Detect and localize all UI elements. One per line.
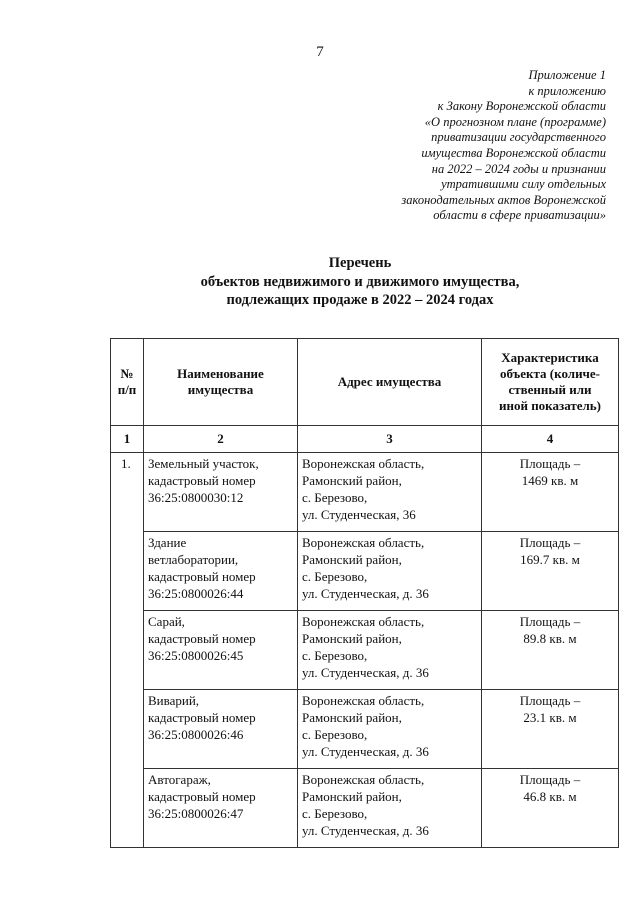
- property-address-line: ул. Студенческая, 36: [302, 507, 416, 522]
- property-address-line: с. Березово,: [302, 490, 368, 505]
- table-row: [111, 453, 619, 532]
- property-name-line: Автогараж,: [148, 772, 211, 787]
- property-name-line: Сарай,: [148, 614, 185, 629]
- property-table-wrapper: [110, 338, 618, 848]
- property-name-line: кадастровый номер: [148, 569, 256, 584]
- property-address-line: ул. Студенческая, д. 36: [302, 744, 429, 759]
- column-number-2: 2: [144, 426, 298, 453]
- property-address-line: Воронежская область,: [302, 456, 425, 471]
- property-area-line: 1469 кв. м: [521, 473, 579, 488]
- title-line: Перечень: [328, 255, 392, 271]
- property-area-line: 46.8 кв. м: [523, 789, 577, 804]
- property-name-line: Виварий,: [148, 693, 200, 708]
- header-characteristic-line: иной показатель): [498, 398, 602, 413]
- property-area-cell: [482, 769, 619, 848]
- property-address-cell: [298, 769, 482, 848]
- property-address-line: с. Березово,: [302, 648, 368, 663]
- header-address-line: Адрес имущества: [337, 374, 442, 389]
- appendix-line: к Закону Воронежской области: [437, 99, 606, 114]
- page-number: 7: [316, 44, 324, 60]
- property-name-line: кадастровый номер: [148, 710, 256, 725]
- property-name-line: Земельный участок,: [148, 456, 259, 471]
- property-address-cell: [298, 532, 482, 611]
- document-title: [0, 254, 640, 310]
- column-number-1: 1: [111, 426, 144, 453]
- property-area-line: Площадь –: [519, 535, 581, 550]
- appendix-line: утратившими силу отдельных: [441, 177, 606, 192]
- property-name-line: ветлаборатории,: [148, 552, 239, 567]
- header-characteristic-line: ственный или: [508, 382, 592, 397]
- property-address-line: Рамонский район,: [302, 552, 402, 567]
- property-address-line: с. Березово,: [302, 806, 368, 821]
- header-num-line: №: [120, 366, 134, 381]
- property-address-cell: [298, 453, 482, 532]
- property-area-line: 23.1 кв. м: [523, 710, 577, 725]
- column-numbers-row: [111, 426, 619, 453]
- property-name-line: 36:25:0800026:45: [148, 648, 244, 663]
- title-line: подлежащих продаже в 2022 – 2024 годах: [226, 292, 494, 308]
- property-name-cell: [144, 453, 298, 532]
- property-address-line: Рамонский район,: [302, 789, 402, 804]
- property-area-line: Площадь –: [519, 693, 581, 708]
- property-address-line: Рамонский район,: [302, 710, 402, 725]
- property-area-cell: [482, 532, 619, 611]
- property-address-line: ул. Студенческая, д. 36: [302, 665, 429, 680]
- property-area-cell: [482, 453, 619, 532]
- property-address-line: Воронежская область,: [302, 693, 425, 708]
- property-area-line: Площадь –: [519, 772, 581, 787]
- header-name-line: имущества: [187, 382, 254, 397]
- property-address-line: Воронежская область,: [302, 535, 425, 550]
- property-area-line: 89.8 кв. м: [523, 631, 577, 646]
- header-characteristic-line: объекта (количе-: [499, 366, 600, 381]
- appendix-line: Приложение 1: [528, 68, 606, 82]
- property-address-line: ул. Студенческая, д. 36: [302, 586, 429, 601]
- property-area-line: Площадь –: [519, 456, 581, 471]
- title-line: объектов недвижимого и движимого имущества,: [200, 273, 520, 290]
- property-address-line: Рамонский район,: [302, 631, 402, 646]
- appendix-line: «О прогнозном плане (программе): [424, 114, 606, 129]
- property-address-line: Рамонский район,: [302, 473, 402, 488]
- property-address-line: с. Березово,: [302, 727, 368, 742]
- table-row: [111, 532, 619, 611]
- column-number-3: 3: [298, 426, 482, 453]
- column-number-4: 4: [482, 426, 619, 453]
- property-table: [110, 338, 619, 848]
- property-address-cell: [298, 690, 482, 769]
- property-name-line: 36:25:0800026:46: [148, 727, 244, 742]
- table-row: [111, 611, 619, 690]
- header-address: [298, 339, 482, 426]
- property-name-cell: [144, 769, 298, 848]
- property-area-cell: [482, 690, 619, 769]
- property-address-line: Воронежская область,: [302, 772, 425, 787]
- property-name-line: кадастровый номер: [148, 631, 256, 646]
- header-num: [111, 339, 144, 426]
- header-num-line: п/п: [117, 382, 137, 397]
- row-number: 1.: [111, 453, 144, 848]
- property-name-cell: [144, 690, 298, 769]
- appendix-line: приватизации государственного: [431, 130, 606, 145]
- appendix-line: к приложению: [528, 83, 606, 98]
- header-name-line: Наименование: [177, 366, 264, 381]
- property-name-line: 36:25:0800026:47: [148, 806, 244, 821]
- property-name-cell: [144, 532, 298, 611]
- property-address-line: с. Березово,: [302, 569, 368, 584]
- table-body: [111, 453, 619, 848]
- property-area-line: Площадь –: [519, 614, 581, 629]
- property-name-cell: [144, 611, 298, 690]
- table-header-row: [111, 339, 619, 426]
- property-address-line: Воронежская область,: [302, 614, 425, 629]
- property-name-line: Здание: [148, 535, 187, 550]
- appendix-line: на 2022 – 2024 годы и признании: [431, 161, 606, 176]
- appendix-reference: [356, 68, 606, 224]
- header-characteristic-line: Характеристика: [501, 350, 599, 365]
- header-characteristic: [482, 339, 619, 426]
- table-row: [111, 690, 619, 769]
- property-area-line: 169.7 кв. м: [520, 552, 580, 567]
- header-name: [144, 339, 298, 426]
- property-name-line: кадастровый номер: [148, 473, 256, 488]
- property-name-line: 36:25:0800026:44: [148, 586, 244, 601]
- appendix-line: области в сфере приватизации»: [433, 208, 606, 223]
- appendix-line: законодательных актов Воронежской: [401, 192, 606, 207]
- property-name-line: 36:25:0800030:12: [148, 490, 244, 505]
- appendix-line: имущества Воронежской области: [421, 145, 606, 160]
- property-address-line: ул. Студенческая, д. 36: [302, 823, 429, 838]
- property-address-cell: [298, 611, 482, 690]
- property-area-cell: [482, 611, 619, 690]
- table-row: [111, 769, 619, 848]
- property-name-line: кадастровый номер: [148, 789, 256, 804]
